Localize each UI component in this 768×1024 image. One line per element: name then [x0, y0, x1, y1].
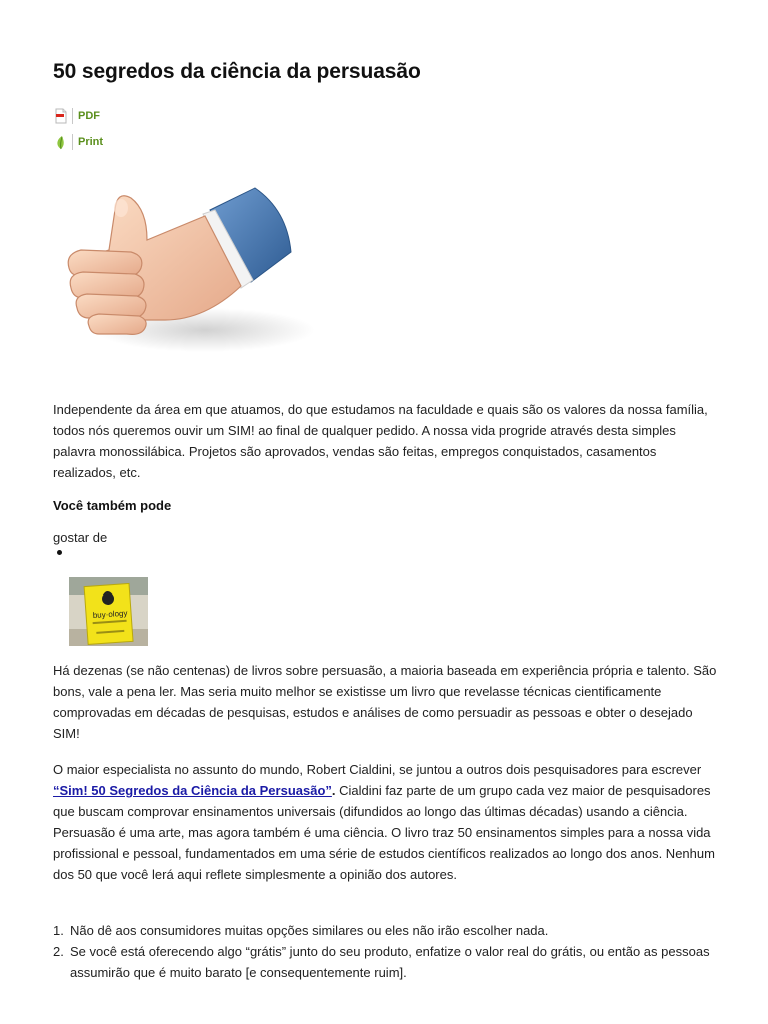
- list-item-text: Não dê aos consumidores muitas opções similares ou eles não irão escolher nada.: [70, 923, 549, 938]
- related-book-thumbnail[interactable]: [69, 577, 148, 646]
- cialdini-text-before: O maior especialista no assunto do mundo, Robert Cialdini, se juntou a outros dois pesquisadores para escrever: [53, 762, 702, 777]
- print-tool[interactable]: [54, 134, 103, 150]
- thumbs-up-image: [55, 170, 325, 380]
- tool-divider: [72, 134, 73, 150]
- pdf-icon: [54, 108, 68, 124]
- also-like-tail: gostar de: [53, 530, 108, 545]
- cialdini-paragraph: [53, 759, 718, 885]
- tips-list: [53, 920, 723, 983]
- link-period: .: [331, 783, 336, 798]
- page-title: 50 segredos da ciência da persuasão: [53, 60, 421, 83]
- intro-paragraph: Independente da área em que atuamos, do que estudamos na faculdade e quais são os valores da nossa família, todos nós queremos ouvir um SIM! ao final de qualquer pedido. A nossa vida progride através desta simples palavra monossilábica. Projetos são aprovados, vendas são feitas, empregos conquistados, casamentos realizados, etc.: [53, 402, 708, 480]
- also-like-heading: Você também pode: [53, 498, 172, 513]
- tool-divider: [72, 108, 73, 124]
- book-title-link[interactable]: “Sim! 50 Segredos da Ciência da Persuasão”: [53, 783, 332, 798]
- books-paragraph: Há dezenas (se não centenas) de livros sobre persuasão, a maioria baseada em experiência própria e talento. São bons, vale a pena ler. Mas seria muito melhor se existisse um livro que revelasse técnicas cientificamente comprovadas em décadas de pesquisas, estudos e análises de como persuadir as pessoas e obter o desejado SIM!: [53, 663, 717, 741]
- pdf-tool[interactable]: [54, 108, 100, 124]
- book-cover-title: buy·ology: [92, 608, 128, 621]
- print-link[interactable]: Print: [78, 136, 104, 148]
- list-item-number: 1.: [53, 923, 64, 938]
- list-item-text: Se você está oferecendo algo “grátis” junto do seu produto, enfatize o valor real do grátis, ou então as pessoas assumirão que é muito barato [e consequentemente ruim].: [70, 944, 710, 980]
- list-bullet: [57, 550, 62, 555]
- list-item-number: 2.: [53, 944, 64, 959]
- cialdini-text-after: Cialdini faz parte de um grupo cada vez maior de pesquisadores que buscam comprovar ensinamentos universais (difundidos ao longo das últimas décadas) usando a ciência. Persuasão é uma arte, mas agora também é uma ciência. O livro traz 50 ensinamentos simples para a nossa vida profissional e pessoal, fundamentados em uma série de estudos científicos realizados ao longo dos anos. Nenhum dos 50 que você lerá aqui reflete simplesmente a opinião dos autores.: [53, 783, 715, 882]
- list-item: [53, 941, 723, 983]
- leaf-icon: [54, 134, 68, 150]
- pdf-link[interactable]: PDF: [78, 110, 100, 122]
- list-item: [53, 920, 723, 941]
